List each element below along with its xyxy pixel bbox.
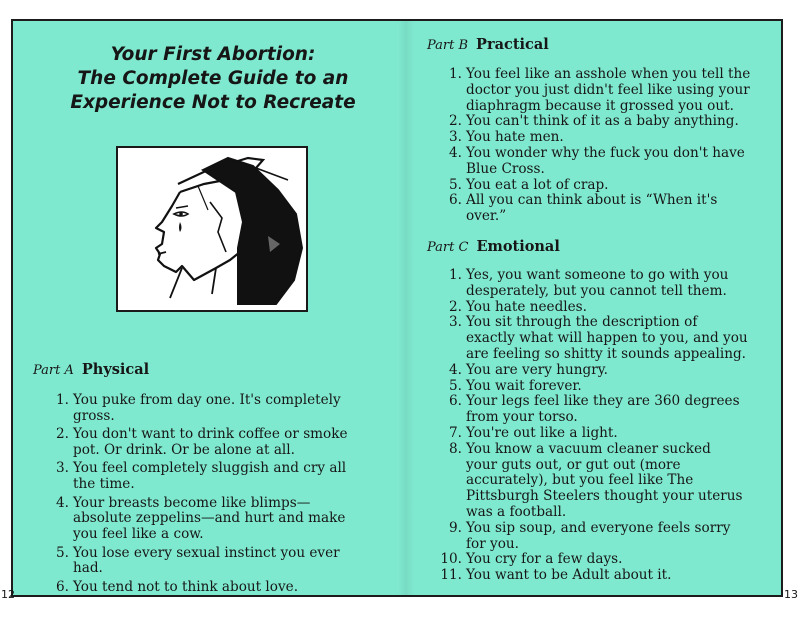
part-a-label: Part A — [33, 363, 74, 378]
title-line-2: The Complete Guide to an — [77, 68, 349, 89]
list-item: 3. You feel completely sluggish and cry all the time. — [56, 460, 347, 493]
list-item: 2. You hate needles. — [449, 298, 587, 315]
list-item: 2. You can't think of it as a baby anything. — [449, 113, 739, 130]
list-item: 1. You feel like an asshole when you tell the doctor you just didn't feel like using your diaphragm because it grossed you out. — [449, 66, 751, 114]
part-b-label: Part B — [427, 38, 469, 53]
list-item: 5. You wait forever. — [449, 377, 582, 394]
part-c-name: Emotional — [476, 238, 560, 255]
list-item: 4. You are very hungry. — [449, 361, 608, 378]
part-c-label: Part C — [427, 240, 469, 255]
book-gutter — [398, 19, 414, 597]
part-b-name: Practical — [476, 36, 549, 53]
page-number-right: 13 — [784, 588, 798, 601]
title-line-1: Your First Abortion: — [110, 44, 316, 65]
list-item: 3. You sit through the description of exactly what will happen to you, and you are feeling so shitty it sounds appealing. — [449, 314, 748, 362]
part-a-heading — [33, 362, 149, 379]
list-item: 11. You want to be Adult about it. — [440, 567, 672, 584]
list-item: 5. You eat a lot of crap. — [449, 176, 609, 193]
title-line-3: Experience Not to Recreate — [70, 92, 356, 113]
list-item: 4. Your breasts become like blimps— absolute zeppelins—and hurt and make you feel like a cow. — [56, 494, 346, 543]
list-item: 6. All you can think about is “When it's over.” — [449, 192, 718, 225]
part-c-heading — [427, 239, 560, 256]
part-c-list — [440, 268, 770, 584]
page-number-left: 12 — [1, 588, 15, 601]
list-item: 6. Your legs feel like they are 360 degrees from your torso. — [449, 393, 740, 426]
list-item: 8. You know a vacuum cleaner sucked your guts out, or gut out (more accurately), but you feel like The Pittsburgh Steelers thought your uterus was a football. — [449, 440, 743, 520]
list-item: 6. You tend not to think about love. — [56, 578, 299, 595]
crying-woman-illustration — [116, 146, 308, 312]
list-item: 4. You wonder why the fuck you don't have Blue Cross. — [449, 144, 745, 177]
list-item: 9. You sip soup, and everyone feels sorry for you. — [449, 519, 731, 552]
list-item: 7. You're out like a light. — [449, 424, 618, 441]
part-a-name: Physical — [81, 361, 150, 378]
list-item: 1. Yes, you want someone to go with you desperately, but you cannot tell them. — [449, 267, 729, 299]
list-item: 10. You cry for a few days. — [440, 551, 623, 568]
part-b-heading — [427, 37, 549, 54]
list-item: 3. You hate men. — [449, 129, 564, 146]
face-drawing-icon — [118, 148, 306, 310]
part-b-list — [440, 67, 770, 225]
list-item: 2. You don't want to drink coffee or smoke pot. Or drink. Or be alone at all. — [56, 426, 348, 458]
list-item: 1. You puke from day one. It's completely gross. — [56, 392, 341, 424]
list-item: 5. You lose every sexual instinct you ever had. — [56, 544, 340, 577]
part-a-list — [47, 393, 377, 598]
page-title — [40, 43, 386, 115]
